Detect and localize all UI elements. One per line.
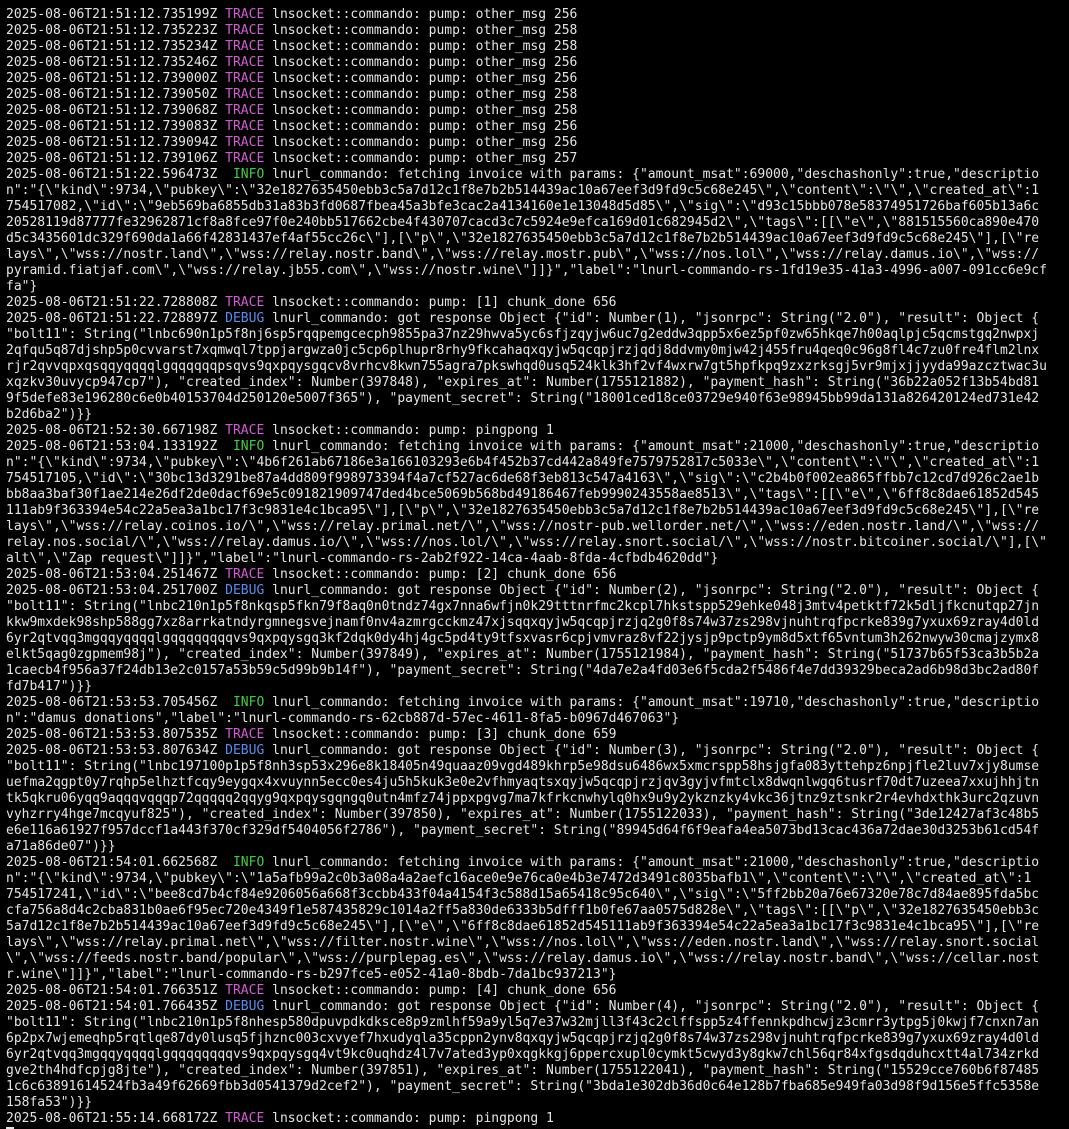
log-line xyxy=(6,183,1063,199)
log-message: lnsocket::commando: pump: other_msg 256 xyxy=(264,135,578,150)
log-line xyxy=(6,695,1063,711)
log-line xyxy=(6,327,1063,343)
log-level-badge: TRACE xyxy=(225,23,265,38)
log-line xyxy=(6,743,1063,759)
log-line xyxy=(6,807,1063,823)
log-line xyxy=(6,55,1063,71)
log-message: lnurl_commando: fetching invoice with params: {"amount_msat":21000,"deschashonly":true,"descriptio xyxy=(264,855,1040,870)
log-line xyxy=(6,1111,1063,1127)
log-line xyxy=(6,1095,1063,1111)
log-timestamp: 2025-08-06T21:51:12.735234Z xyxy=(6,39,218,54)
log-timestamp: 2025-08-06T21:51:12.735223Z xyxy=(6,23,218,38)
log-line xyxy=(6,871,1063,887)
log-line xyxy=(6,1063,1063,1079)
log-message: lnsocket::commando: pump: [1] chunk_done 656 xyxy=(264,295,617,310)
log-line xyxy=(6,1015,1063,1031)
log-line xyxy=(6,391,1063,407)
log-line xyxy=(6,263,1063,279)
log-message: lnsocket::commando: pump: other_msg 256 xyxy=(264,55,578,70)
log-line xyxy=(6,551,1063,567)
log-message: lnsocket::commando: pump: other_msg 256 xyxy=(264,119,578,134)
log-continuation: 1c6c63891614524fb3a49f62669fbb3d0541379d2cef2"), "payment_secret": String("3bda1e302db36d0c64e128b7fba685e949fa03d98f9d156e5ffc5358e xyxy=(6,1079,1040,1094)
log-line xyxy=(6,311,1063,327)
log-message: lnsocket::commando: pump: [2] chunk_done 656 xyxy=(264,567,617,582)
log-continuation: alt\",\"Zap request\"]]}","label":"lnurl-commando-rs-2ab2f922-14ca-4aab-8fda-4cfbdb4620dd"} xyxy=(6,551,719,566)
log-level-badge: DEBUG xyxy=(225,743,265,758)
log-continuation: uefma2qgpt0y7rqhp5elhztfcqy9eygqx4xvuynn5ecc0es4ju5h5kuk3e0e2vfhmyaqtsxqyjw5qcqpjrzjqv3gyjvfmtclx8dwqnlwgq6tusrf70dt7uzeea7xxujhhjtn xyxy=(6,775,1040,790)
log-timestamp: 2025-08-06T21:51:12.735199Z xyxy=(6,7,218,22)
log-continuation: 6p2px7wjemeqhp5rqtlqe87dy0lusq5fjhznc003cxvyef7hxudyqla35cppn2ynv8qxqyjw5qcqpjrzjq2g0f8s74w37zs298vjnuhtrqfpcrke839g7yxux69zray4d0ld xyxy=(6,1031,1040,1046)
log-message: lnurl_commando: got response Object {"id": Number(4), "jsonrpc": String("2.0"), "result": Object { xyxy=(264,999,1040,1014)
log-message: lnsocket::commando: pump: [4] chunk_done 656 xyxy=(264,983,617,998)
log-timestamp: 2025-08-06T21:54:01.766351Z xyxy=(6,983,218,998)
log-level-badge: TRACE xyxy=(225,983,265,998)
log-line xyxy=(6,39,1063,55)
log-line xyxy=(6,983,1063,999)
log-continuation: \",\"wss://feeds.nostr.band/popular\",\"wss://purplepag.es\",\"wss://relay.damus.io\",\"wss://relay.nostr.band\",\"wss://cellar.nost xyxy=(6,951,1040,966)
log-line xyxy=(6,887,1063,903)
log-continuation: 2qfqu5q87djshp5p0cvvarst7xqmwql7tppjargwza0jc5cp6plhupr8rhy9fkcahaqxqyjw5qcqpjrzjqdj8ddvmy0mjw42j455fru4qeq0c96g8fl4c7zu0fre4flm2lnx xyxy=(6,343,1040,358)
log-line xyxy=(6,375,1063,391)
log-continuation: 754517105,\"id\":\"30bc13d3291be87a4dd809f998973394f4a7cf527ac6de68f3eb813c547a4163\",\"sig\":\"c2b4b0f002ea865ffbb7c12cd7d926c2ae1b xyxy=(6,471,1040,486)
log-timestamp: 2025-08-06T21:51:12.739050Z xyxy=(6,87,218,102)
log-line xyxy=(6,295,1063,311)
log-line xyxy=(6,1031,1063,1047)
log-timestamp: 2025-08-06T21:51:12.739094Z xyxy=(6,135,218,150)
log-line xyxy=(6,23,1063,39)
log-line xyxy=(6,103,1063,119)
log-level-badge: TRACE xyxy=(225,295,265,310)
log-level-badge: TRACE xyxy=(225,71,265,86)
log-message: lnsocket::commando: pump: other_msg 258 xyxy=(264,87,578,102)
log-timestamp: 2025-08-06T21:53:04.251467Z xyxy=(6,567,218,582)
log-continuation: n":"{\"kind\":9734,\"pubkey\":\"1a5afb99a2c0b3a08a4a2aefc16ace0e9e76ca0e4b3e7472d3491c8035bafb1\",\"content\":\"\",\"created_at\":1 xyxy=(6,871,1032,886)
log-line xyxy=(6,1047,1063,1063)
log-continuation: "bolt11": String("lnbc690n1p5f8nj6sp5rqqpemgcecph9855pa37nz29hwva5yc6sfjzqyjw6uc7g2eddw3qpp5x6ez5pf0zw65hkqe7h00aqlpjc5qcmstgq2nwpxj xyxy=(6,327,1040,342)
log-continuation: relay.nos.social/\",\"wss://relay.damus.io/\",\"wss://nos.lol/\",\"wss://relay.snort.social/\",\"wss://nostr.bitcoiner.social/\"],[\" xyxy=(6,535,1047,550)
log-line xyxy=(6,679,1063,695)
log-level-badge: DEBUG xyxy=(225,999,265,1014)
log-line xyxy=(6,647,1063,663)
log-line xyxy=(6,199,1063,215)
log-message: lnurl_commando: fetching invoice with params: {"amount_msat":21000,"deschashonly":true,"descriptio xyxy=(264,439,1040,454)
log-line xyxy=(6,727,1063,743)
log-continuation: 754517241,\"id\":\"bee8cd7b4cf84e9206056a668f3ccbb433f04a4154f3c588d15a65418c95c640\",\"sig\":\"5ff2bb20a76e67320e78c7d84ae895fda5bc xyxy=(6,887,1040,902)
log-continuation: 754517082,\"id\":\"9eb569ba6855db31a83b3fd0687fbea45a3bfe3cac2a4134160e1e13048d5d85\",\"sig\":\"d93c15bbb078e58374951726baf605b13a6c xyxy=(6,199,1040,214)
log-continuation: 158fa53")}} xyxy=(6,1095,93,1110)
log-continuation: n":"damus donations","label":"lnurl-commando-rs-62cb887d-57ec-4611-8fa5-b0967d467063"} xyxy=(6,711,680,726)
log-line xyxy=(6,951,1063,967)
log-line xyxy=(6,599,1063,615)
log-continuation: fa"} xyxy=(6,279,38,294)
log-line xyxy=(6,423,1063,439)
log-timestamp: 2025-08-06T21:55:14.668172Z xyxy=(6,1111,218,1126)
log-continuation: 111ab9f363394e54c22a5ea3a1bc17f3c9831e4c1bca95\"],[\"p\",\"32e1827635450ebb3c5a7d12c1f8e7b2b514439ac10a67eef3d9fd9c5c68e245\"],[\"re xyxy=(6,503,1040,518)
log-level-badge: DEBUG xyxy=(225,311,265,326)
log-continuation: xqzkv30uvycp947cp7"), "created_index": Number(397848), "expires_at": Number(1755121882), "payment_hash": String("36b22a052f13b54bd81 xyxy=(6,375,1040,390)
log-line xyxy=(6,535,1063,551)
log-message: lnsocket::commando: pump: pingpong 1 xyxy=(264,423,554,438)
log-message: lnsocket::commando: pump: other_msg 257 xyxy=(264,151,578,166)
log-line xyxy=(6,839,1063,855)
log-level-badge: INFO xyxy=(232,439,265,454)
log-level-badge: TRACE xyxy=(225,7,265,22)
log-line xyxy=(6,503,1063,519)
log-line xyxy=(6,215,1063,231)
log-timestamp: 2025-08-06T21:51:12.739083Z xyxy=(6,119,218,134)
log-timestamp: 2025-08-06T21:51:22.728808Z xyxy=(6,295,218,310)
log-line xyxy=(6,407,1063,423)
log-continuation: 5a7d12c1f8e7b2b514439ac10a67eef3d9fd9c5c68e245\"],[\"e\",\"6ff8c8dae61852d545111ab9f363394e54c22a5ea3a1bc17f3c9831e4c1bca95\"],[\"re xyxy=(6,919,1040,934)
log-message: lnsocket::commando: pump: other_msg 258 xyxy=(264,39,578,54)
log-continuation: rjr2qvvqpxqsqqyqqqqlgqqqqqqpsqvs9qxpqysgqcv8vrhcv8kwn755agra7pkswhqd0usq524klk3hf2vf4wxrw7gt5hpfkpq9zxzrksgj5vr9mjxjjyyda99azcztwac3u xyxy=(6,359,1047,374)
log-line xyxy=(6,1079,1063,1095)
log-continuation: gve2th4hdfcpjg8jte"), "created_index": Number(397851), "expires_at": Number(1755122041), "payment_hash": String("15529cce760b6f87485 xyxy=(6,1063,1040,1078)
log-continuation: lays\",\"wss://relay.primal.net\",\"wss://filter.nostr.wine\",\"wss://nos.lol\",\"wss://eden.nostr.land\",\"wss://relay.snort.social xyxy=(6,935,1040,950)
log-line xyxy=(6,439,1063,455)
log-line xyxy=(6,151,1063,167)
log-continuation: n":"{\"kind\":9734,\"pubkey\":\"32e1827635450ebb3c5a7d12c1f8e7b2b514439ac10a67eef3d9fd9c5c68e245\",\"content\":\"\",\"created_at\":1 xyxy=(6,183,1040,198)
log-timestamp: 2025-08-06T21:53:53.807535Z xyxy=(6,727,218,742)
log-level-badge: INFO xyxy=(232,855,265,870)
log-level-badge: TRACE xyxy=(225,567,265,582)
log-message: lnurl_commando: fetching invoice with params: {"amount_msat":69000,"deschashonly":true,"descriptio xyxy=(264,167,1040,182)
log-line xyxy=(6,855,1063,871)
log-line xyxy=(6,775,1063,791)
log-message: lnurl_commando: fetching invoice with params: {"amount_msat":19710,"deschashonly":true,"descriptio xyxy=(264,695,1040,710)
log-timestamp: 2025-08-06T21:51:12.739000Z xyxy=(6,71,218,86)
log-level-badge: TRACE xyxy=(225,119,265,134)
log-line xyxy=(6,359,1063,375)
log-continuation: "bolt11": String("lnbc210n1p5f8nhesp580dpuvpdkdksce8p9zmlhf59a9yl5q7e37w32mjll3f43c2clffspp5z4ffennkpdhcwjz3cmrr3ytpg5j0kwjf7cnxn7an xyxy=(6,1015,1040,1030)
log-message: lnurl_commando: got response Object {"id": Number(3), "jsonrpc": String("2.0"), "result": Object { xyxy=(264,743,1040,758)
log-line xyxy=(6,583,1063,599)
log-timestamp: 2025-08-06T21:54:01.766435Z xyxy=(6,999,218,1014)
log-line xyxy=(6,903,1063,919)
log-continuation: cfa756a8d4c2cba831b0ae6f95ec720e4349f1e587435829c1014a2ff5a830de6333b5dfff1b0fe67aa0575d828e\",\"tags\":[[\"p\",\"32e1827635450ebb3c xyxy=(6,903,1040,918)
log-message: lnsocket::commando: pump: other_msg 258 xyxy=(264,103,578,118)
log-level-badge: TRACE xyxy=(225,423,265,438)
log-continuation: pyramid.fiatjaf.com\",\"wss://relay.jb55.com\",\"wss://nostr.wine\"]]}","label":"lnurl-commando-rs-1fd19e35-41a3-4996-a007-091cc6e9cf xyxy=(6,263,1047,278)
log-continuation: lays\",\"wss://nostr.land\",\"wss://relay.nostr.band\",\"wss://relay.mostr.pub\",\"wss://nos.lol\",\"wss://relay.damus.io\",\"wss:// xyxy=(6,247,1040,262)
log-line xyxy=(6,71,1063,87)
log-continuation: n":"{\"kind\":9734,\"pubkey\":\"4b6f261ab67186e3a166103293e6b4f452b37cd442a849fe7579752817c5033e\",\"content\":\"\",\"created_at\":1 xyxy=(6,455,1040,470)
log-line xyxy=(6,471,1063,487)
log-continuation: a71a86de07")}} xyxy=(6,839,116,854)
log-line xyxy=(6,967,1063,983)
log-level-badge: TRACE xyxy=(225,135,265,150)
log-message: lnurl_commando: got response Object {"id": Number(1), "jsonrpc": String("2.0"), "result": Object { xyxy=(264,311,1040,326)
log-continuation: bb8aa3baf30f1ae214e26df2de0dacf69e5c091821909747ded4bce5069b568bd49186467feb9990243558ae8513\",\"tags\":[[\"e\",\"6ff8c8dae61852d545 xyxy=(6,487,1040,502)
log-level-badge: DEBUG xyxy=(225,583,265,598)
log-level-badge: TRACE xyxy=(225,1111,265,1126)
log-line xyxy=(6,711,1063,727)
log-continuation: "bolt11": String("lnbc197100p1p5f8nh3sp53x296e8k18405n49quaaz09vgd489khrp5e98dsu6486wx5xmcrspp58hsjgfa083yttehpz6npjfle2luv7xjy8umse xyxy=(6,759,1040,774)
log-line xyxy=(6,999,1063,1015)
log-line xyxy=(6,455,1063,471)
log-level-badge: TRACE xyxy=(225,151,265,166)
log-continuation: 9f5defe83e196280c6e0b40153704d250120e5007f365"), "payment_secret": String("18001ced18ce03729e940f63e98945bb99da131a826420124ed731e42 xyxy=(6,391,1040,406)
log-line xyxy=(6,567,1063,583)
log-continuation: tk5qkru06yqq9aqqqvqqqp72qqqqq2qqyg9qxpqysgqngq0utn4mfz74jppxpgvg7ma7kfrkcnwhylq0hx9u9y2ykznzky4vkc36jtnz9ztsnkr2r4evhdxthk3urc2qzuvn xyxy=(6,791,1040,806)
log-line xyxy=(6,759,1063,775)
log-timestamp: 2025-08-06T21:51:12.739068Z xyxy=(6,103,218,118)
log-message: lnsocket::commando: pump: [3] chunk_done 659 xyxy=(264,727,617,742)
log-message: lnsocket::commando: pump: other_msg 256 xyxy=(264,7,578,22)
log-line xyxy=(6,279,1063,295)
log-continuation: e6e116a61927f957dccf1a443f370cf329df5404056f2786"), "payment_secret": String("89945d64f6f9eafa4ea5073bd13cac436a72dae30d3253b61cd54f xyxy=(6,823,1040,838)
log-continuation: 6yr2qtvqq3mgqqyqqqqlgqqqqqqqqvs9qxpqysgq4vt9kc0uqhdz4l7v7ated3yp0xqgkkgj6ppercxupl0cymkt5cwyd3y8gkw7chl56qr84xfgsdqduhcxtt4al734zrkd xyxy=(6,1047,1040,1062)
log-timestamp: 2025-08-06T21:51:12.735246Z xyxy=(6,55,218,70)
log-timestamp: 2025-08-06T21:51:22.596473Z xyxy=(6,167,218,182)
log-timestamp: 2025-08-06T21:53:53.705456Z xyxy=(6,695,218,710)
log-continuation: d5c3435601dc329f690da1a66f42831437ef4af55cc26c\"],[\"p\",\"32e1827635450ebb3c5a7d12c1f8e7b2b514439ac10a67eef3d9fd9c5c68e245\"],[\"re xyxy=(6,231,1040,246)
log-continuation: 20528119d87777fe32962871cf8a8fce97f0e240bb517662cbe4f430707cacd3c7c5924e9efca169d01c682945d2\",\"tags\":[[\"e\",\"881515560ca890e470 xyxy=(6,215,1040,230)
log-line xyxy=(6,135,1063,151)
log-level-badge: TRACE xyxy=(225,727,265,742)
log-timestamp: 2025-08-06T21:52:30.667198Z xyxy=(6,423,218,438)
log-line xyxy=(6,119,1063,135)
log-continuation: 6yr2qtvqq3mgqqyqqqqlgqqqqqqqqvs9qxpqysgq3kf2dqk0dy4hj4gc5pd4ty9tfsxvasr6cpjvmvraz8vf22jysjp9pctp9ym8d5xtf65vntum3h262nwyw30cmajzymx8 xyxy=(6,631,1040,646)
log-continuation: vyhzrry4hge7mcqyuf825"), "created_index": Number(397850), "expires_at": Number(1755122033), "payment_hash": String("3de12427af3c48b5 xyxy=(6,807,1040,822)
log-line xyxy=(6,7,1063,23)
log-message: lnsocket::commando: pump: other_msg 256 xyxy=(264,71,578,86)
log-line xyxy=(6,231,1063,247)
log-line xyxy=(6,935,1063,951)
log-line xyxy=(6,615,1063,631)
log-timestamp: 2025-08-06T21:51:22.728897Z xyxy=(6,311,218,326)
log-continuation: kkw9mxdek98shp588gg7xz8arrkatndyrgmnegsvejnamf0nv4azmrgcckmz47xjsqqxqyjw5qcqpjrzjq2g0f8s74w37zs298vjnuhtrqfpcrke839g7yxux69zray4d0ld xyxy=(6,615,1040,630)
log-continuation: fd7b417")}} xyxy=(6,679,93,694)
log-timestamp: 2025-08-06T21:51:12.739106Z xyxy=(6,151,218,166)
log-timestamp: 2025-08-06T21:53:53.807634Z xyxy=(6,743,218,758)
log-timestamp: 2025-08-06T21:53:04.133192Z xyxy=(6,439,218,454)
log-message: lnsocket::commando: pump: other_msg 258 xyxy=(264,23,578,38)
log-level-badge: TRACE xyxy=(225,87,265,102)
log-line xyxy=(6,519,1063,535)
log-line xyxy=(6,87,1063,103)
log-line xyxy=(6,791,1063,807)
log-line xyxy=(6,631,1063,647)
log-level-badge: TRACE xyxy=(225,39,265,54)
log-level-badge: INFO xyxy=(232,167,265,182)
log-level-badge: INFO xyxy=(232,695,265,710)
log-line xyxy=(6,487,1063,503)
log-continuation: r.wine\"]]}","label":"lnurl-commando-rs-b297fce5-e052-41a0-8bdb-7da1bc937213"} xyxy=(6,967,617,982)
log-continuation: elkt5qag0zgpmem98j"), "created_index": Number(397849), "expires_at": Number(1755121984), "payment_hash": String("51737b65f53ca3b5b2a xyxy=(6,647,1040,662)
log-line xyxy=(6,343,1063,359)
log-timestamp: 2025-08-06T21:53:04.251700Z xyxy=(6,583,218,598)
log-message: lnurl_commando: got response Object {"id": Number(2), "jsonrpc": String("2.0"), "result": Object { xyxy=(264,583,1040,598)
log-line xyxy=(6,167,1063,183)
log-line xyxy=(6,919,1063,935)
log-continuation: "bolt11": String("lnbc210n1p5f8nkqsp5fkn79f8aq0n0tndz74gx7nna6wfjn0k29tttnrfmc2kcpl7hkstspp529ehke048j3mtv4petktf72k5dljfkcnutqp27jn xyxy=(6,599,1040,614)
log-line xyxy=(6,823,1063,839)
log-continuation: lays\",\"wss://relay.coinos.io/\",\"wss://relay.primal.net/\",\"wss://nostr-pub.wellorder.net/\",\"wss://eden.nostr.land/\",\"wss:// xyxy=(6,519,1040,534)
log-level-badge: TRACE xyxy=(225,103,265,118)
log-timestamp: 2025-08-06T21:54:01.662568Z xyxy=(6,855,218,870)
log-continuation: b2d6ba2")}} xyxy=(6,407,93,422)
log-line xyxy=(6,247,1063,263)
log-message: lnsocket::commando: pump: pingpong 1 xyxy=(264,1111,554,1126)
log-line xyxy=(6,663,1063,679)
log-continuation: 1caecb4f956a37f24db13e2c0157a53b59c5d99b9b14f"), "payment_secret": String("4da7e2a4fd03e6f5cda2f5486f4e7dd39329beca2ad6b98d3bc2ad80f xyxy=(6,663,1040,678)
log-level-badge: TRACE xyxy=(225,55,265,70)
